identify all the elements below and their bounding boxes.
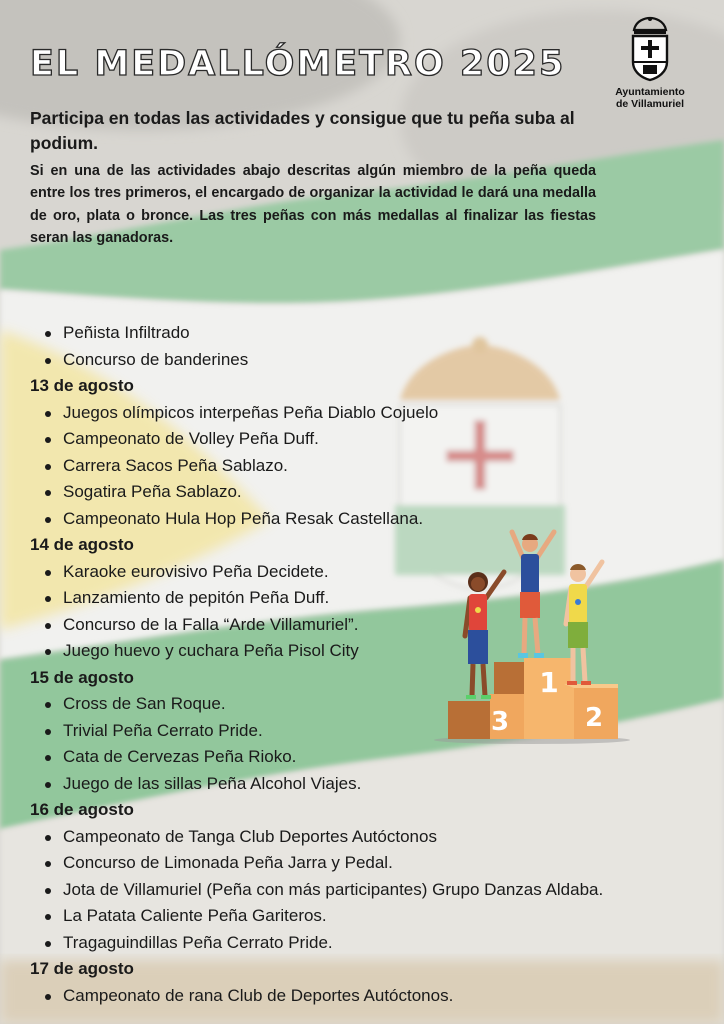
activity-text: Cata de Cervezas Peña Rioko. xyxy=(63,747,297,766)
activity-list xyxy=(30,824,720,957)
activity-text: Campeonato Hula Hop Peña Resak Castellana. xyxy=(63,508,424,528)
bullet-icon xyxy=(45,702,51,708)
bullet-icon xyxy=(45,358,51,364)
activity-text: Cross de San Roque. xyxy=(63,694,226,713)
day-heading: 17 de agosto xyxy=(30,959,134,978)
activity-list xyxy=(30,320,720,373)
intro-heading: Participa en todas las actividades y consigue que tu peña suba al podium. xyxy=(30,108,575,153)
activity-item xyxy=(30,877,720,904)
activity-list xyxy=(30,983,720,1010)
bullet-icon xyxy=(45,596,51,602)
podium-place-2: 2 xyxy=(584,703,604,733)
activity-item xyxy=(30,426,720,453)
podium-winners-icon xyxy=(432,526,632,746)
athlete-second-place xyxy=(566,562,602,685)
bullet-icon xyxy=(45,782,51,788)
activity-item xyxy=(30,930,720,957)
activity-text: Campeonato de Tanga Club Deportes Autóctonos xyxy=(63,826,437,846)
bullet-icon xyxy=(45,941,51,947)
activity-item xyxy=(30,400,720,427)
day-heading: 15 de agosto xyxy=(30,667,134,687)
activity-item xyxy=(30,347,720,374)
bullet-icon xyxy=(45,994,51,1000)
activity-text: Juegos olímpicos interpeñas Peña Diablo Cojuelo xyxy=(63,402,439,422)
activity-text: Concurso de banderines xyxy=(63,349,249,369)
day-heading: 13 de agosto xyxy=(30,376,134,395)
logo-label-line2: de Villamuriel xyxy=(615,98,685,110)
activity-text: Carrera Sacos Peña Sablazo. xyxy=(63,455,288,475)
podium-place-3: 3 xyxy=(490,707,510,737)
bullet-icon xyxy=(45,623,51,629)
activity-item xyxy=(30,479,720,506)
activity-text: Tragaguindillas Peña Cerrato Pride. xyxy=(63,932,333,952)
bullet-icon xyxy=(45,755,51,761)
poster-title: EL MEDALLÓMETRO 2025 xyxy=(30,44,566,84)
activity-item xyxy=(30,824,720,851)
activity-text: Lanzamiento de pepitón Peña Duff. xyxy=(63,588,330,607)
villamuriel-coat-of-arms-icon xyxy=(628,16,672,82)
activity-text: Sogatira Peña Sablazo. xyxy=(63,482,242,501)
activity-text: Jota de Villamuriel (Peña con más participantes) Grupo Danzas Aldaba. xyxy=(63,879,604,899)
activity-list xyxy=(30,400,720,533)
rules-paragraph: Si en una de las actividades abajo descritas algún miembro de la peña queda entre los tres primeros, el encargado de organizar la actividad le dará una medalla de oro, plata o bronce. Las tres peñas con más medallas al finalizar las fiestas seran las ganadoras. xyxy=(30,163,596,247)
day-heading: 16 de agosto xyxy=(30,800,134,819)
bullet-icon xyxy=(45,411,51,417)
municipal-logo xyxy=(604,16,696,110)
bullet-icon xyxy=(45,649,51,655)
bullet-icon xyxy=(45,464,51,470)
logo-label-line1: Ayuntamiento xyxy=(615,86,685,98)
activity-text: Juego huevo y cuchara Peña Pisol City xyxy=(63,641,359,660)
activity-text: Concurso de Limonada Peña Jarra y Pedal. xyxy=(63,853,393,872)
activity-item xyxy=(30,903,720,930)
bullet-icon xyxy=(45,861,51,867)
activity-item xyxy=(30,850,720,877)
activity-text: Trivial Peña Cerrato Pride. xyxy=(63,720,263,740)
bullet-icon xyxy=(45,437,51,443)
bullet-icon xyxy=(45,490,51,496)
bullet-icon xyxy=(45,835,51,841)
podium-place-1: 1 xyxy=(539,666,559,699)
activity-text: Juego de las sillas Peña Alcohol Viajes. xyxy=(63,773,362,793)
activity-text: La Patata Caliente Peña Gariteros. xyxy=(63,906,327,925)
activity-item xyxy=(30,453,720,480)
activity-item xyxy=(30,320,720,347)
activity-text: Campeonato de Volley Peña Duff. xyxy=(63,429,319,448)
day-heading: 14 de agosto xyxy=(30,535,134,554)
activity-item xyxy=(30,744,720,771)
activity-text: Concurso de la Falla “Arde Villamuriel”. xyxy=(63,614,359,634)
bullet-icon xyxy=(45,729,51,735)
activity-item xyxy=(30,983,720,1010)
bullet-icon xyxy=(45,888,51,894)
bullet-icon xyxy=(45,570,51,576)
bullet-icon xyxy=(45,914,51,920)
activity-text: Peñista Infiltrado xyxy=(63,323,190,342)
activity-text: Campeonato de rana Club de Deportes Autóctonos. xyxy=(63,985,454,1005)
bullet-icon xyxy=(45,517,51,523)
athlete-first-place xyxy=(512,532,554,658)
activity-text: Karaoke eurovisivo Peña Decidete. xyxy=(63,561,329,581)
bullet-icon xyxy=(45,331,51,337)
activity-item xyxy=(30,771,720,798)
